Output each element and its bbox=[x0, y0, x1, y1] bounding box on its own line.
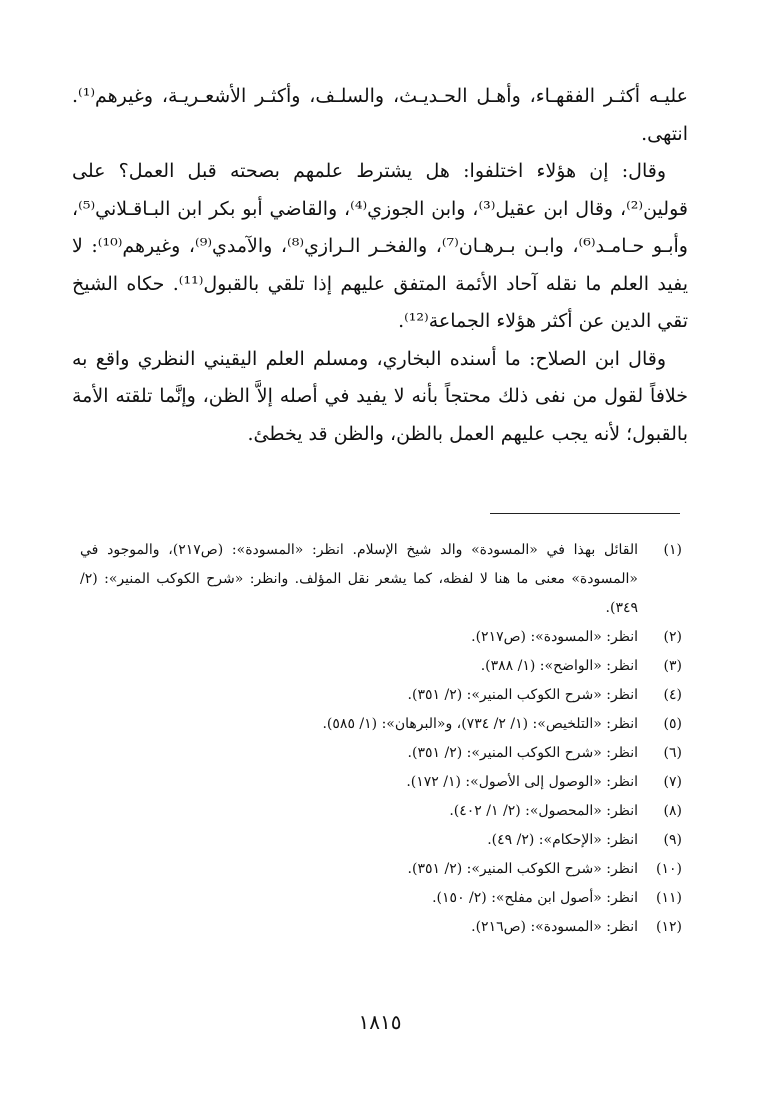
footnote-text: انظر: «الواضح»: (١/ ٣٨٨). bbox=[480, 658, 638, 674]
footnote-item bbox=[80, 797, 682, 826]
footnote-text: انظر: «المسودة»: (ص٢١٧). bbox=[471, 629, 638, 645]
footnote-item bbox=[80, 623, 682, 652]
footnote-text: انظر: «الوصول إلى الأصول»: (١/ ١٧٢). bbox=[406, 774, 638, 790]
paragraph: عليـه أكثـر الفقهـاء، وأهـل الحـديـث، والسلـف، وأكثـر الأشعـريـة، وغيرهم⁽¹⁾. انتهى. bbox=[72, 85, 688, 145]
footnote-item bbox=[80, 768, 682, 797]
footnote-text: انظر: «شرح الكوكب المنير»: (٢/ ٣٥١). bbox=[407, 861, 638, 877]
paragraph: وقال ابن الصلاح: ما أسنده البخاري، ومسلم العلم اليقيني النظري واقع به خلافاً لقول من نفى ذلك محتجاً بأنه لا يفيد في أصله إلاَّ الظن، وإنَّما تلقته الأمة بالقبول؛ لأنه يجب عليهم العمل بالظن، والظن قد يخطئ. bbox=[72, 347, 688, 445]
footnote-item bbox=[80, 913, 682, 942]
footnote-item bbox=[80, 536, 682, 623]
footnote-number: (٦) bbox=[663, 745, 682, 761]
footnote-text: انظر: «أصول ابن مفلح»: (٢/ ١٥٠). bbox=[432, 890, 638, 906]
footnotes-section bbox=[80, 536, 682, 942]
footnote-text: انظر: «شرح الكوكب المنير»: (٢/ ٣٥١). bbox=[407, 745, 638, 761]
footnote-item bbox=[80, 884, 682, 913]
footnote-item bbox=[80, 652, 682, 681]
footnote-text: انظر: «الإحكام»: (٢/ ٤٩). bbox=[487, 832, 638, 848]
footnote-item bbox=[80, 710, 682, 739]
footnote-item bbox=[80, 855, 682, 884]
footnote-number: (١١) bbox=[656, 890, 682, 906]
footnote-item bbox=[80, 681, 682, 710]
footnote-number: (٨) bbox=[663, 803, 682, 819]
main-body-text bbox=[72, 78, 688, 453]
footnote-item bbox=[80, 739, 682, 768]
page-number: ١٨١٥ bbox=[358, 1010, 402, 1034]
footnote-number: (٥) bbox=[663, 716, 682, 732]
footnote-item bbox=[80, 826, 682, 855]
footnote-number: (١٠) bbox=[656, 861, 682, 877]
footnote-number: (٩) bbox=[663, 832, 682, 848]
footnote-text: انظر: «التلخيص»: (١/ ٢/ ٧٣٤)، و«البرهان»: (١/ ٥٨٥). bbox=[322, 716, 638, 732]
paragraph: وقال: إن هؤلاء اختلفوا: هل يشترط علمهم بصحته قبل العمل؟ على قولين⁽²⁾، وقال ابن عقيل⁽³⁾، وابن الجوزي⁽⁴⁾، والقاضي أبو بكر ابن البـاقـلاني⁽⁵⁾، وأبـو حـامـد⁽⁶⁾، وابـن بـرهـان⁽⁷⁾، والفخـر الـرازي⁽⁸⁾، والآمدي⁽⁹⁾، وغيرهم⁽¹⁰⁾: لا يفيد العلم ما نقله آحاد الأئمة المتفق عليهم إذا تلقي بالقبول⁽¹¹⁾. حكاه الشيخ تقي الدين عن أكثر هؤلاء الجماعة⁽¹²⁾. bbox=[72, 160, 688, 332]
footnote-number: (٧) bbox=[663, 774, 682, 790]
footnote-text: انظر: «المسودة»: (ص٢١٦). bbox=[471, 919, 638, 935]
footnote-number: (٤) bbox=[663, 687, 682, 703]
footnote-number: (١٢) bbox=[656, 919, 682, 935]
footnote-text: انظر: «شرح الكوكب المنير»: (٢/ ٣٥١). bbox=[407, 687, 638, 703]
footnote-number: (٣) bbox=[663, 658, 682, 674]
footnote-text: انظر: «المحصول»: (٢/ ١/ ٤٠٢). bbox=[449, 803, 638, 819]
footnote-text: القائل بهذا في «المسودة» والد شيخ الإسلام. انظر: «المسودة»: (ص٢١٧)، والموجود في «المسودة» معنى ما هنا لا لفظه، كما يشعر نقل المؤلف. وانظر: «شرح الكوكب المنير»: (٢/ ٣٤٩). bbox=[80, 542, 638, 616]
footnote-number: (١) bbox=[663, 542, 682, 558]
footnote-separator-rule bbox=[490, 513, 680, 514]
footnote-number: (٢) bbox=[663, 629, 682, 645]
